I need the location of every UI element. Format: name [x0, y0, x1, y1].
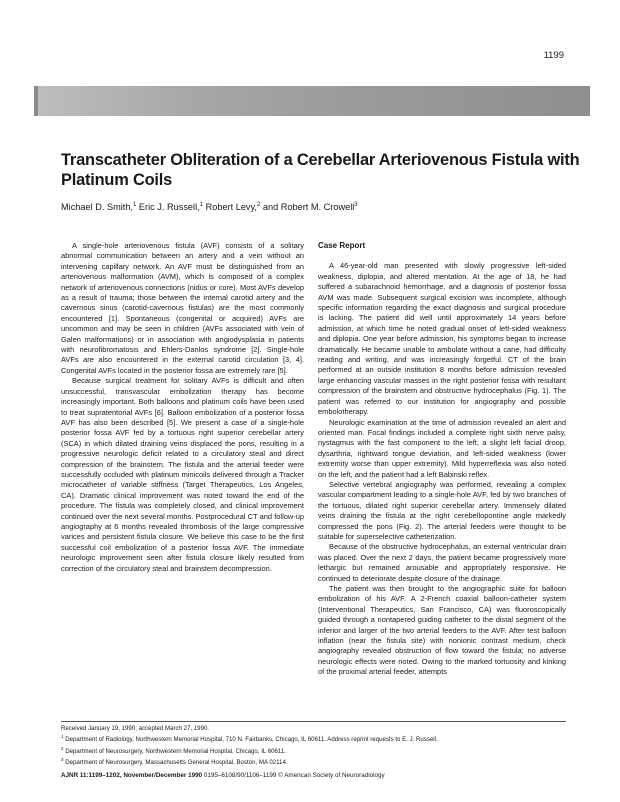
received-date: Received January 19, 1990; accepted March 27, 1990. [61, 725, 210, 732]
footnote-item: $^3$ Department of Neurosurgery, Massachusetts General Hospital, Boston, MA 02114. [61, 757, 288, 767]
author-list: Michael D. Smith,$^1$ Eric J. Russell,$^1$ Robert Levy,$^2$ and Robert M. Crowell$^3$ [61, 202, 358, 213]
affiliation-marker: 1 [133, 202, 137, 208]
section-heading: Case Report [318, 241, 366, 250]
footnotes [61, 721, 566, 768]
header-band [34, 86, 590, 116]
paragraph: A single-hole arteriovenous fistula (AVF) consists of a solitary abnormal communication between an artery and a vein without an intervening capillary network. An AVF must be distinguished from an arteriovenous malformation (AVM), which is composed of a complex network of arteriovenous connections (nidus or core). Most AVFs develop as a result of trauma; those between the internal carotid artery and the cavernous sinus (carotid-cavernous fistulas) are the most commonly encountered [1]. Spontaneous (congenital or acquired) AVFs are uncommon and may be seen in children (AVFs associated with vein of Galen malformations) or in association with angiodysplasia in patients with neurofibromatosis and Ehlers-Danlos syndrome [2]. Single-hole AVFs are also encountered in the external carotid circulation [3, 4]. Congenital AVFs located in the posterior fossa are extremely rare [5]. [61, 241, 304, 375]
journal-volume: AJNR 11:1199–1202, November/December 1990 [61, 772, 203, 779]
footnote-item: $^1$ Department of Radiology, Northwestern Memorial Hospital, 710 N. Fairbanks, Chicago, IL 60611. Address reprint requests to E. J. Russell. [61, 734, 438, 744]
journal-details: 0195–6108/90/1106–1199 © American Society of Neuroradiology [203, 772, 385, 779]
affiliation-marker: 2 [256, 202, 261, 208]
affiliation-marker: 3 [354, 202, 358, 208]
body-column-left [61, 241, 304, 574]
author-name: Robert Levy, [205, 202, 257, 213]
page-number: 1199 [543, 50, 564, 61]
author-name: Robert M. Crowell [280, 202, 355, 213]
paragraph: The patient was then brought to the angiographic suite for balloon embolization of his AVF. A 2-French coaxial balloon-catheter system (Interventional Therapeutics, San Francisco, CA) was fluoroscopically guided through a nontapered guiding catheter to the distal segment of the inferior and larger of the two arterial feeders to the AVF. After test balloon inflation (near the fistula site) with nonionic contrast medium, check angiography revealed obstruction of flow toward the fistula; no adverse neurologic effects were noted. Owing to the marked tortuosity and kinking of the proximal arterial feeder, attempts [318, 584, 566, 677]
paragraph: Because surgical treatment for solitary AVFs is difficult and often unsuccessful, transvascular embolization therapy has become increasingly important. Both balloons and platinum coils have been used to treat supratentorial AVFs [6]. Balloon embolization of a posterior fossa AVF has also been described [5]. We present a case of a single-hole posterior fossa AVF fed by a tortuous right superior cerebellar artery (SCA) in which dilated draining veins displaced the pons, resulting in a progressive neurologic deficit related to a circulatory steal and direct compression of the brainstem. The fistula and the arterial feeder were successfully occluded with platinum minicoils delivered through a Tracker microcatheter of variable stiffness (Target Therapeutics, Los Angeles, CA). Dramatic clinical improvement was noted toward the end of the procedure. The fistula was completely closed, and clinical improvement continued over the next several months. Postprocedural CT and follow-up angiography at 6 months revealed thrombosis of the large compressive varices and persistent fistula closure. We believe this case to be the first successful coil embolization of a posterior fossa AVF. The immediate neurologic improvement seen after fistula closure likely resulted from correction of the circulatory steal and brainstem decompression. [61, 376, 304, 573]
footnote-item: $^2$ Department of Neurosurgery, Northwestern Memorial Hospital, Chicago, IL 60611. [61, 745, 286, 755]
body-column-right [318, 241, 566, 678]
affiliation-marker: 1 [199, 202, 204, 208]
author-name: Eric J. Russell, [138, 202, 200, 213]
paragraph: Selective vertebral angiography was performed, revealing a complex vascular compartment leading to a single-hole AVF, fed by two branches of the tortuous, dilated right superior cerebellar artery. Immensely dilated veins draining the fistula at the right cerebellopontine angle markedly compressed the pons (Fig. 2). The arterial feeders were thought to be suitable for superselective catheterization. [318, 479, 566, 541]
journal-citation [61, 772, 385, 779]
paragraph: A 46-year-old man presented with slowly progressive left-sided weakness, diplopia, and altered mentation. At the age of 18, he had suffered a subarachnoid hemorrhage, and a diagnosis of posterior fossa AVM was made. Subsequent surgical excision was incomplete, although specific information regarding the exact diagnosis and surgical procedure is lacking. The patient did well until approximately 14 years before admission, at which time he noted gradual onset of left-sided weakness and diplopia. One year before admission, his symptoms began to increase dramatically. He became unable to ambulate without a cane, had difficulty reading and writing, and was increasingly forgetful. CT of the brain performed at an outside institution 8 months before admission revealed large enhancing vascular masses in the right posterior fossa with resultant compression of the brainstem and obstructive hydrocephalus (Fig. 1). The patient was referred to our institution for angiography and possible embolotherapy. [318, 261, 566, 417]
paragraph: Neurologic examination at the time of admission revealed an alert and oriented man. Focal findings included a complete right sixth nerve palsy, nystagmus with the fast component to the left, a slight left facial droop, dysarthria, rightward tongue deviation, and left-sided weakness (lower extremity worse than upper extremity). Mild hyperreflexia was also noted on the left, and the patient had a left Babinski reflex. [318, 417, 566, 479]
author-name: Michael D. Smith, [61, 202, 133, 213]
paragraph: Because of the obstructive hydrocephalus, an external ventricular drain was placed. Over the next 2 days, the patient became progressively more lethargic but remained arousable and appropriately responsive. He continued to deteriorate despite closure of the drainage. [318, 542, 566, 583]
article-title: Transcatheter Obliteration of a Cerebellar Arteriovenous Fistula with Platinum Coils [61, 151, 580, 189]
